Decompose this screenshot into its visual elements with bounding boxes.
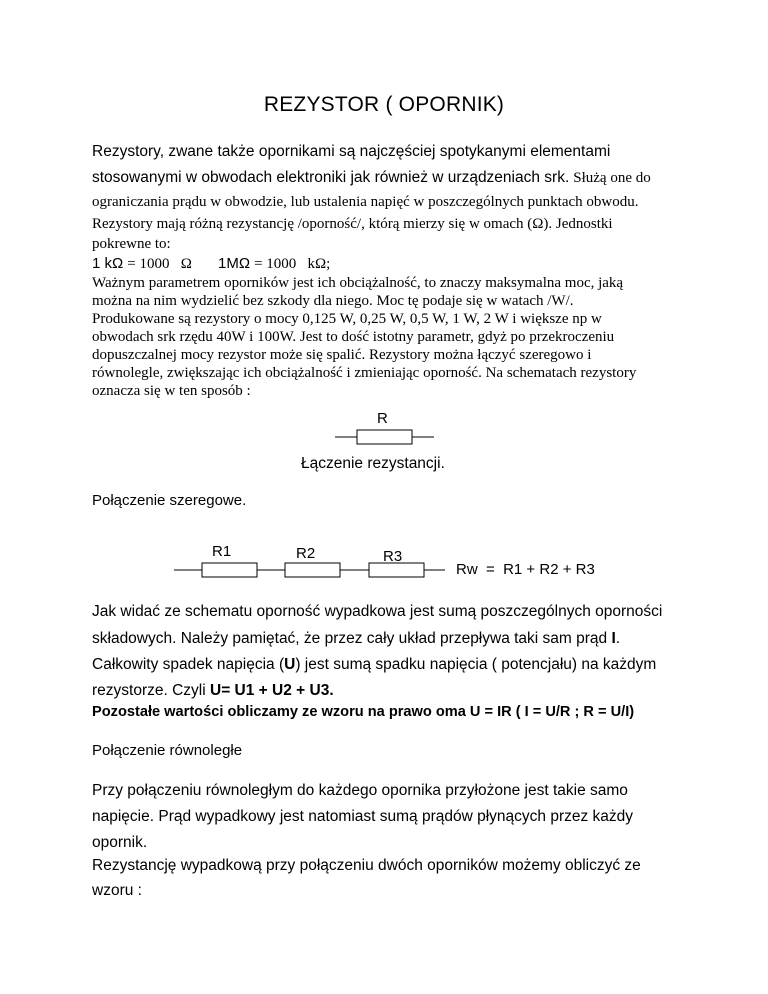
series-resistor-2 (285, 563, 340, 577)
parallel-text-1: Przy połączeniu równoległym do każdego opornika przyłożone jest takie samo (92, 782, 628, 799)
intro-line-4: Rezystory mają różną rezystancję /oporność/, którą mierzy się w omach (Ω). Jednostki (92, 216, 613, 232)
series-circuit (174, 563, 445, 577)
series-text-4-pre: rezystorze. Czyli (92, 682, 210, 699)
load-line-4: obwodach srk rzędu 40W i 100W. Jest to dość istotny parametr, gdyż po przekroczeniu (92, 329, 615, 345)
series-text-4-formula: U= U1 + U2 + U3. (210, 682, 334, 699)
parallel-text-2: napięcie. Prąd wypadkowy jest natomiast sumą prądów płynących przez każdy (92, 808, 634, 825)
series-text-1: Jak widać ze schematu oporność wypadkowa jest sumą poszczególnych oporności (92, 603, 663, 620)
series-text-2-post: . (615, 630, 621, 647)
ohm-law-line: Pozostałe wartości obliczamy ze wzoru na prawo oma U = IR ( I = U/R ; R = U/I) (92, 704, 635, 720)
intro-line-5: pokrewne to: (92, 236, 171, 252)
series-label-r2: R2 (296, 545, 316, 562)
series-text-2-pre: składowych. Należy pamiętać, że przez cały układ przepływa taki sam prąd (92, 630, 612, 647)
series-text-4 (92, 682, 334, 700)
series-heading: Połączenie szeregowe. (92, 492, 247, 509)
intro-line-1: Rezystory, zwane także opornikami są najczęściej spotykanymi elementami (92, 143, 611, 160)
series-text-2-current: I (611, 630, 616, 647)
intro-line-2-sans: stosowanymi w obwodach elektroniki jak również w urządzeniach srk. (92, 169, 570, 186)
intro-line-3: ograniczania prądu w obwodzie, lub ustalenia napięć w poszczególnych punktach obwodu. (92, 194, 639, 210)
parallel-heading: Połączenie równoległe (92, 742, 243, 759)
series-resistor-3 (369, 563, 424, 577)
load-line-1: Ważnym parametrem oporników jest ich obciążalność, to znaczy maksymalna moc, jaką (92, 275, 624, 291)
series-text-3-post: ) jest sumą spadku napięcia ( potencjału) na każdym (295, 656, 657, 673)
load-line-2: można na nim wydzielić bez szkody dla niego. Moc tę podaje się w watach /W/. (92, 293, 574, 309)
unit-mega-label: 1MΩ (218, 255, 251, 272)
parallel-text-3: opornik. (92, 834, 148, 851)
load-line-7: oznacza się w ten sposób : (92, 383, 251, 399)
unit-kilo-value: = 1000 Ω (127, 256, 192, 272)
series-label-r1: R1 (212, 543, 232, 560)
unit-mega-value: = 1000 kΩ; (254, 256, 331, 272)
load-line-6: równolegle, zwiększając ich obciążalność i zmieniając oporność. Na schematach rezystory (92, 365, 637, 381)
parallel-text-4: Rezystancję wypadkową przy połączeniu dwóch oporników możemy obliczyć ze (92, 857, 641, 874)
unit-kilo-label: 1 kΩ (92, 255, 124, 272)
series-resistor-1 (202, 563, 257, 577)
series-text-3-voltage: U (284, 656, 296, 673)
series-formula: Rw = R1 + R2 + R3 (456, 561, 595, 578)
page-title: REZYSTOR ( OPORNIK) (263, 93, 505, 116)
series-text-3 (92, 656, 656, 674)
series-label-r3: R3 (383, 548, 403, 565)
parallel-text-5: wzoru : (92, 882, 142, 899)
load-line-3: Produkowane są rezystory o mocy 0,125 W, 0,25 W, 0,5 W, 1 W, 2 W i większe np w (92, 311, 602, 327)
series-text-3-pre: Całkowity spadek napięcia ( (92, 656, 285, 673)
resistor-symbol (335, 430, 434, 444)
section-heading: Łączenie rezystancji. (301, 455, 445, 472)
resistor-symbol-label: R (377, 410, 388, 427)
load-line-5: dopuszczalnej mocy rezystor może się spalić. Rezystory można łączyć szeregowo i (92, 347, 592, 363)
series-text-2 (92, 630, 620, 648)
intro-line-2-serif: Służą one do (573, 170, 651, 186)
